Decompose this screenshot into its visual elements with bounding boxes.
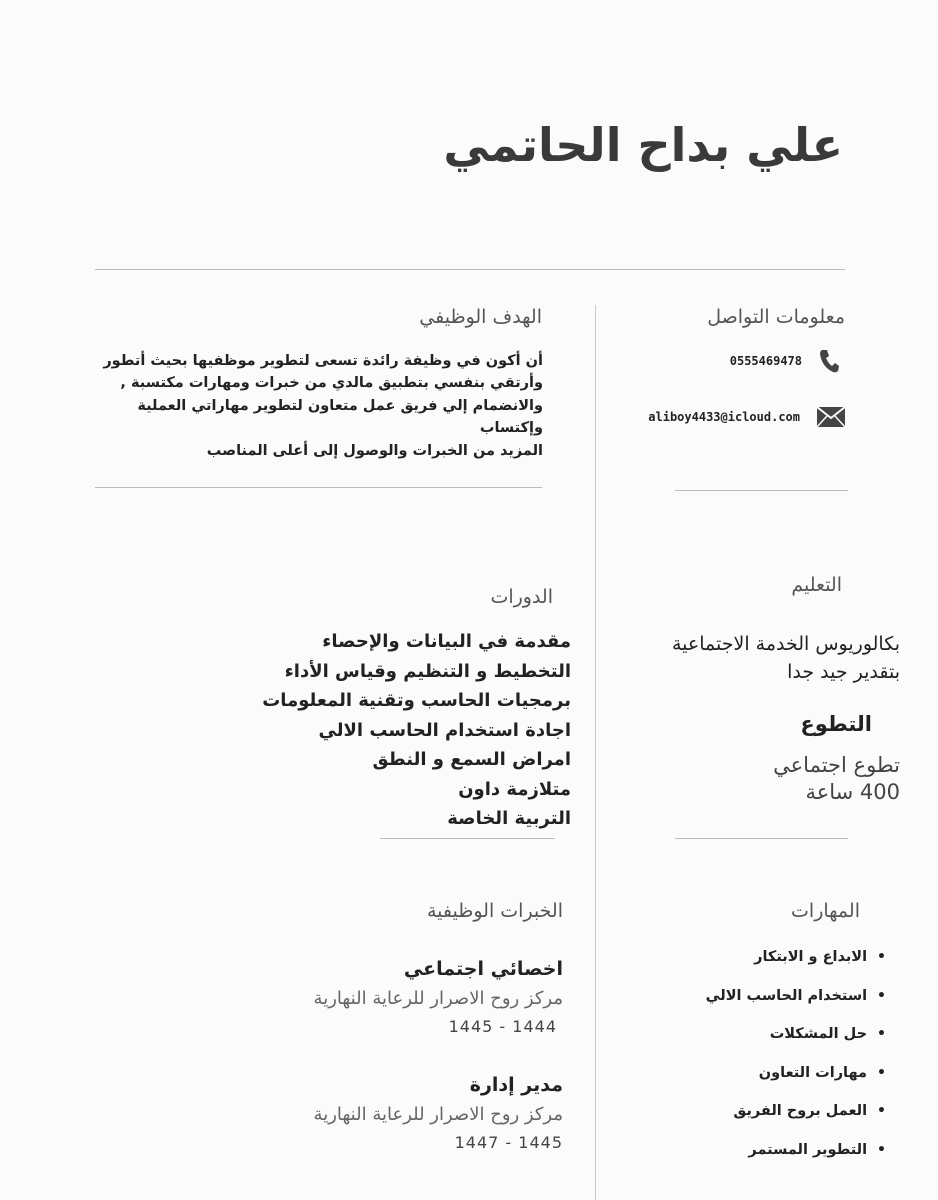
job-years: 1445 - 1444	[448, 1017, 557, 1036]
list-item: التربية الخاصة	[447, 808, 571, 829]
full-name: علي بداح الحاتمي	[443, 118, 843, 172]
phone-row	[730, 348, 840, 374]
courses-list	[251, 627, 571, 834]
volunteer-type: تطوع اجتماعي	[773, 753, 900, 777]
objective-divider	[95, 487, 542, 488]
job-organization: مركز روح الاصرار للرعاية النهارية	[313, 988, 563, 1009]
list-item: • التطوير المستمر	[636, 1131, 886, 1170]
courses-divider	[380, 838, 555, 839]
education-details	[600, 631, 900, 686]
list-item: • العمل بروح الفريق	[636, 1092, 886, 1131]
list-item: • حل المشكلات	[636, 1015, 886, 1054]
job-role: اخصائي اجتماعي	[403, 958, 563, 980]
objective-text	[93, 350, 543, 462]
education-grade: بتقدير جيد جدا	[787, 660, 900, 683]
job-entry	[243, 958, 563, 1036]
list-item: اجادة استخدام الحاسب الالي	[318, 719, 571, 741]
email-row	[648, 406, 846, 428]
list-item: مقدمة في البيانات والإحصاء	[322, 631, 571, 652]
contact-divider	[675, 490, 848, 491]
list-item: متلازمة داون	[458, 778, 571, 800]
list-item: • استخدام الحاسب الالي	[636, 977, 886, 1016]
job-organization: مركز روح الاصرار للرعاية النهارية	[313, 1104, 563, 1125]
column-divider	[595, 305, 596, 1200]
job-years: 1447 - 1445	[454, 1133, 563, 1152]
list-item: برمجيات الحاسب وتقنية المعلومات	[262, 690, 571, 711]
list-item: • مهارات التعاون	[636, 1054, 886, 1093]
envelope-icon	[816, 406, 846, 428]
phone-icon	[818, 348, 840, 374]
list-item: امراض السمع و النطق	[372, 749, 571, 770]
volunteer-details	[650, 752, 900, 807]
experience-title: الخبرات الوظيفية	[426, 900, 563, 922]
objective-title: الهدف الوظيفي	[419, 306, 542, 328]
skills-list	[636, 938, 886, 1169]
objective-line: أن أكون في وظيفة رائدة تسعى لتطوير موظفيها بحيث أتطور	[103, 353, 543, 369]
education-title: التعليم	[791, 574, 842, 596]
volunteer-hours: 400 ساعة	[805, 780, 900, 805]
courses-title: الدورات	[490, 586, 553, 608]
list-item: • الابداع و الابتكار	[636, 938, 886, 977]
volunteer-divider	[675, 838, 848, 839]
email-address[interactable]: aliboy4433@icloud.com	[648, 410, 800, 424]
education-degree: بكالوريوس الخدمة الاجتماعية	[671, 633, 900, 655]
objective-line: وأرتقي بنفسي بتطبيق مالدي من خبرات ومهارات مكتسبة ,	[120, 375, 543, 392]
header-divider	[95, 269, 845, 270]
job-role: مدير إدارة	[469, 1074, 563, 1096]
phone-number[interactable]: 0555469478	[729, 354, 802, 368]
contact-title: معلومات التواصل	[707, 306, 845, 328]
objective-line: المزيد من الخبرات والوصول إلى أعلى المناصب	[206, 442, 543, 459]
job-entry	[243, 1074, 563, 1152]
list-item: التخطيط و التنظيم وقياس الأداء	[284, 660, 571, 682]
volunteer-title: التطوع	[800, 712, 872, 736]
skills-title: المهارات	[791, 900, 860, 922]
objective-line: والانضمام إلي فريق عمل متعاون لتطوير مهاراتي العملية وإكتساب	[137, 397, 543, 437]
